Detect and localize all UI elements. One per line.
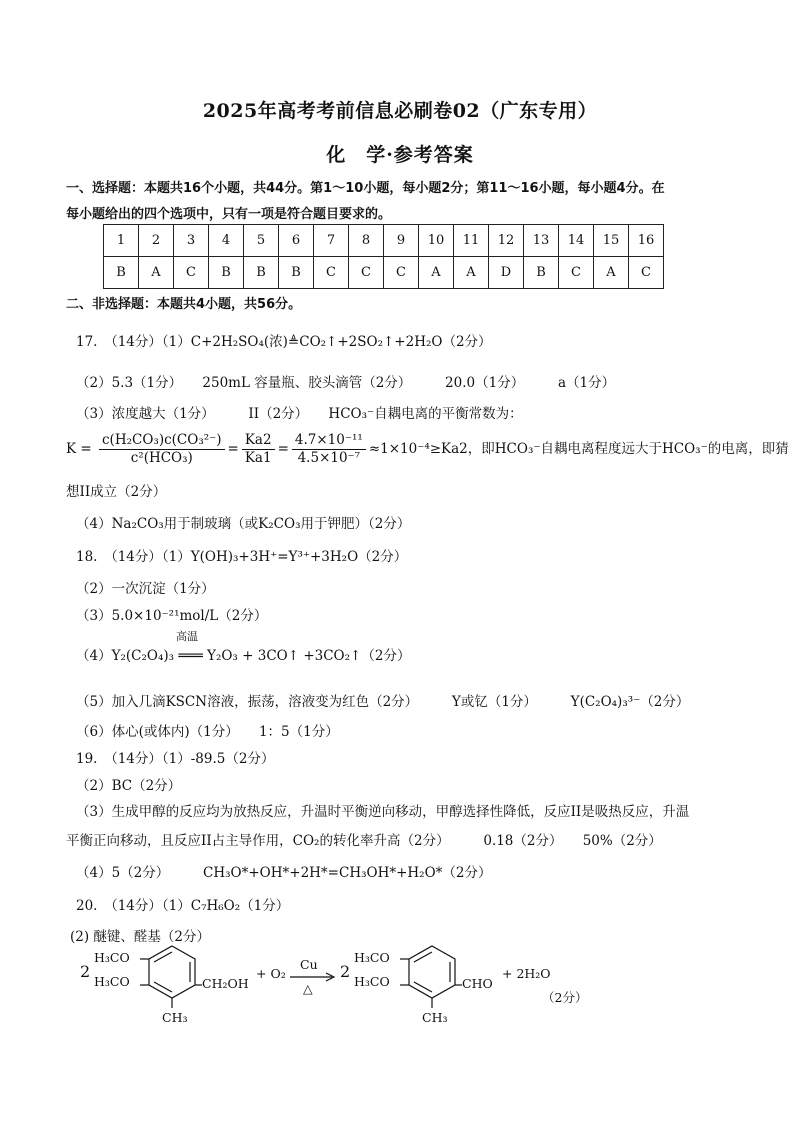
k-frac-constants: [242, 432, 275, 467]
page-subtitle: 化 学·参考答案: [326, 144, 474, 166]
k-frac2-num: Ka2: [242, 432, 275, 450]
answer-table-number-cell: 16: [629, 225, 664, 257]
answer-table-number-cell: 3: [174, 225, 209, 257]
condition-catalyst: Cu: [300, 957, 318, 972]
answer-table-answer-cell: C: [349, 257, 384, 289]
answer-table-number-cell: 9: [384, 225, 419, 257]
q17-line5: 想II成立（2分）: [66, 484, 167, 500]
answer-table-number-cell: 6: [279, 225, 314, 257]
answer-table-number-row: [104, 225, 664, 257]
q20-line1: 20. （14分）（1）C₇H₆O₂（1分）: [76, 898, 290, 914]
answer-table-number-cell: 15: [594, 225, 629, 257]
answer-table-number-cell: 11: [454, 225, 489, 257]
q20-score: （2分）: [542, 990, 588, 1005]
answer-table-number-cell: 13: [524, 225, 559, 257]
reactant-benzene-ring: [140, 940, 210, 1010]
answer-table-answer-cell: B: [279, 257, 314, 289]
q18-line5: （5）加入几滴KSCN溶液，振荡，溶液变为红色（2分） Y或钇（1分） Y(C₂O₄)₃³⁻（2分）: [76, 694, 690, 710]
reactant-ch2oh: CH₂OH: [202, 976, 249, 991]
answer-table-answer-cell: A: [594, 257, 629, 289]
k-frac1-num: c(H₂CO₃)c(CO₃²⁻): [99, 432, 225, 450]
q19-line1: 19. （14分）（1）-89.5（2分）: [76, 751, 275, 767]
answer-table-number-cell: 10: [419, 225, 454, 257]
section1-heading-line2: 每小题给出的四个选项中，只有一项是符合题目要求的。: [66, 207, 392, 222]
q17-score: （2分）: [442, 334, 492, 350]
condition-heat: △: [303, 981, 313, 996]
k-frac-concentration: [99, 432, 225, 467]
q19-line4: 平衡正向移动，且反应II占主导作用，CO₂的转化率升高（2分） 0.18（2分） 50%（2分）: [66, 833, 662, 849]
q17-equation: C+2H₂SO₄(浓)≜CO₂↑+2SO₂↑+2H₂O: [190, 334, 443, 350]
k-lhs: K =: [66, 441, 92, 457]
k-tail: ≈1×10⁻⁴≥Ka2，即HCO₃⁻自耦电离程度远大于HCO₃⁻的电离，即猜: [368, 441, 789, 457]
answer-table-number-cell: 8: [349, 225, 384, 257]
q18-line4: （4）Y₂(C₂O₄)₃ ═══ Y₂O₃ + 3CO↑ +3CO₂↑（2分）: [76, 648, 411, 664]
q19-line3: （3）生成甲醇的反应均为放热反应，升温时平衡逆向移动，甲醇选择性降低，反应II是吸热反应，升温: [76, 804, 690, 820]
section2-heading: 二、非选择题：本题共4小题，共56分。: [66, 297, 302, 312]
q18-line2: （2）一次沉淀（1分）: [76, 581, 215, 597]
k-frac-values: [292, 432, 366, 467]
oxygen-reagent: + O₂: [256, 966, 286, 981]
q20-line2: (2) 醚键、醛基（2分）: [70, 929, 211, 945]
k-frac3-den: 4.5×10⁻⁷: [297, 450, 361, 466]
answer-table-answer-cell: C: [559, 257, 594, 289]
q19-line5: （4）5（2分） CH₃O*+OH*+2H*=CH₃OH*+H₂O*（2分）: [76, 865, 492, 881]
q17-lead: 17. （14分）（1）: [76, 334, 191, 350]
q17-line3: （3）浓度越大（1分） II（2分） HCO₃⁻自耦电离的平衡常数为：: [76, 406, 523, 422]
answer-table-number-cell: 1: [104, 225, 139, 257]
answer-table-answer-cell: A: [419, 257, 454, 289]
page-title: 2025年高考考前信息必刷卷02（广东专用）: [202, 100, 598, 122]
answer-table-answer-cell: B: [209, 257, 244, 289]
k-frac3-num: 4.7×10⁻¹¹: [292, 432, 366, 450]
answer-table-answer-cell: B: [104, 257, 139, 289]
answer-table-number-cell: 7: [314, 225, 349, 257]
coefficient-product: 2: [340, 962, 351, 981]
answer-table-number-cell: 5: [244, 225, 279, 257]
water-product: + 2H₂O: [502, 966, 551, 981]
product-benzene-ring: [400, 940, 470, 1010]
answer-table-answer-row: [104, 257, 664, 289]
section1-heading-line1: 一、选择题：本题共16个小题，共44分。第1～10小题，每小题2分；第11～16小题，每小题4分。在: [66, 181, 665, 196]
answer-table-answer-cell: C: [174, 257, 209, 289]
answer-table-answer-cell: B: [524, 257, 559, 289]
q18-line1: 18. （14分）（1）Y(OH)₃+3H⁺=Y³⁺+3H₂O（2分）: [76, 549, 408, 565]
reaction-arrow-icon: [290, 972, 336, 982]
answer-table-answer-cell: C: [314, 257, 349, 289]
answer-table-number-cell: 14: [559, 225, 594, 257]
q17-line2: （2）5.3（1分） 250mL 容量瓶、胶头滴管（2分） 20.0（1分） a（1分）: [76, 375, 616, 391]
answer-table-answer-cell: C: [629, 257, 664, 289]
answer-table-answer-cell: C: [384, 257, 419, 289]
q18-line3: （3）5.0×10⁻²¹mol/L（2分）: [76, 608, 268, 624]
product-methoxy-bottom: H₃CO: [354, 974, 390, 989]
q19-line2: （2）BC（2分）: [76, 778, 182, 794]
k-frac1-den: c²(HCO₃): [130, 450, 193, 466]
q17-line1: [76, 330, 492, 350]
answer-table-number-cell: 12: [489, 225, 524, 257]
coefficient-reactant: 2: [80, 962, 91, 981]
answer-table: [103, 224, 664, 289]
answer-table-number-cell: 2: [139, 225, 174, 257]
q18-line6: （6）体心(或体内)（1分） 1：5（1分）: [76, 724, 339, 740]
reactant-methoxy-top: H₃CO: [94, 950, 130, 965]
k-frac2-den: Ka1: [244, 450, 272, 466]
q18-condition: 高温: [176, 630, 198, 643]
reactant-methyl: CH₃: [162, 1010, 188, 1025]
answer-table-answer-cell: B: [244, 257, 279, 289]
answer-table-answer-cell: D: [489, 257, 524, 289]
q17-k-expression: K = $\frac{\text{c(H₂CO₃)c(CO₃²⁻)}}{\text{c²(HCO₃)}}$ = $\frac{Ka2}{Ka1}$ = $\frac{\text{4.7×10⁻¹¹}}{\text{4.5×10⁻⁷}}$ ≈1×10⁻⁴≥Ka2，即HCO₃⁻自耦电离程度远大于HCO₃⁻的电离，即猜: [66, 432, 789, 466]
product-methyl: CH₃: [422, 1010, 448, 1025]
q17-line6: （4）Na₂CO₃用于制玻璃（或K₂CO₃用于钾肥）（2分）: [76, 516, 411, 532]
product-methoxy-top: H₃CO: [354, 950, 390, 965]
product-cho: CHO: [462, 976, 493, 991]
answer-table-answer-cell: A: [139, 257, 174, 289]
answer-table-number-cell: 4: [209, 225, 244, 257]
reactant-methoxy-bottom: H₃CO: [94, 974, 130, 989]
answer-table-answer-cell: A: [454, 257, 489, 289]
